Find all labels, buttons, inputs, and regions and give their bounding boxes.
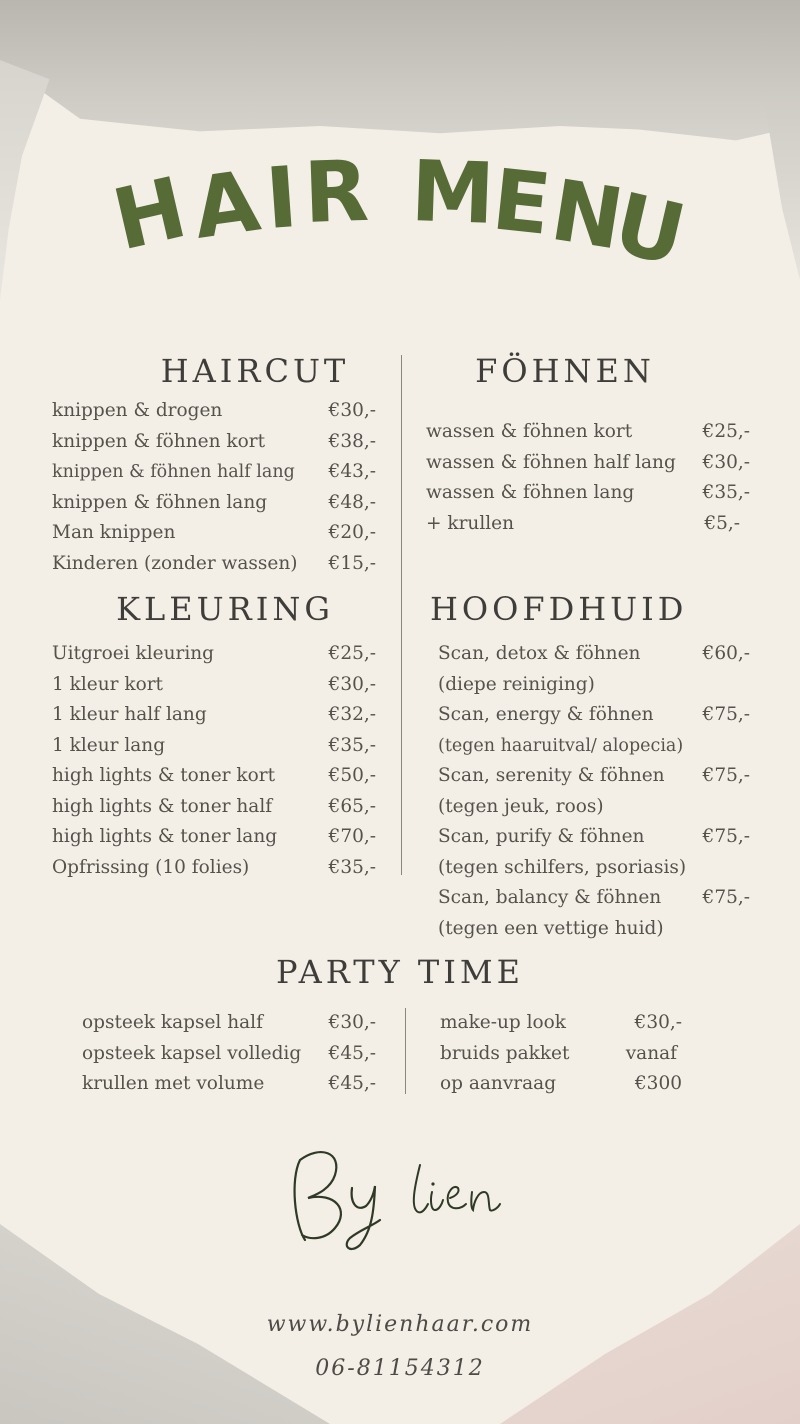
column-divider bbox=[401, 355, 402, 875]
phone-number: 06-81154312 bbox=[315, 1356, 485, 1381]
title-letter: M bbox=[409, 142, 497, 243]
item-price: €70,- bbox=[328, 826, 376, 847]
signature-logo bbox=[280, 1140, 520, 1260]
item-price: €30,- bbox=[328, 1012, 376, 1033]
item-label: knippen & drogen bbox=[52, 400, 223, 421]
item-label: Scan, energy & föhnen bbox=[438, 704, 654, 725]
item-label: Scan, serenity & föhnen bbox=[438, 765, 665, 786]
item-price: €20,- bbox=[328, 522, 376, 543]
item-label: opsteek kapsel half bbox=[82, 1012, 263, 1033]
item-price: €50,- bbox=[328, 765, 376, 786]
item-price: €48,- bbox=[328, 491, 376, 513]
item-price: €15,- bbox=[328, 552, 376, 574]
item-price: €45,- bbox=[328, 1073, 376, 1094]
item-label: high lights & toner kort bbox=[52, 765, 276, 786]
item-label: Scan, detox & föhnen bbox=[438, 643, 641, 664]
item-label: Uitgroei kleuring bbox=[52, 643, 215, 664]
item-label: knippen & föhnen half lang bbox=[52, 462, 295, 482]
item-label: + krullen bbox=[426, 512, 515, 534]
item-price: €30,- bbox=[328, 673, 376, 695]
item-price: €60,- bbox=[702, 643, 750, 664]
item-label: make-up look bbox=[440, 1012, 567, 1033]
item-price: €5,- bbox=[704, 512, 740, 534]
item-price: €38,- bbox=[328, 430, 376, 452]
item-price: €35,- bbox=[328, 856, 376, 878]
item-note: (tegen jeuk, roos) bbox=[438, 795, 604, 817]
item-label: high lights & toner half bbox=[52, 795, 273, 817]
title-letter: R bbox=[302, 141, 371, 242]
item-note: (tegen schilfers, psoriasis) bbox=[438, 856, 687, 878]
item-note: (tegen haaruitval/ alopecia) bbox=[438, 735, 684, 756]
item-label: Scan, purify & föhnen bbox=[438, 826, 645, 847]
item-price: €35,- bbox=[328, 734, 376, 756]
item-label: knippen & föhnen lang bbox=[52, 491, 268, 513]
item-price: €25,- bbox=[328, 643, 376, 664]
item-label: Scan, balancy & föhnen bbox=[438, 887, 662, 908]
item-price: €75,- bbox=[702, 887, 750, 908]
party-divider bbox=[405, 1008, 406, 1094]
item-price: €45,- bbox=[328, 1042, 376, 1064]
section-title-party: PARTY TIME bbox=[276, 953, 524, 991]
item-price: €300 bbox=[634, 1073, 682, 1094]
item-label: Man knippen bbox=[52, 522, 176, 543]
item-label: Kinderen (zonder wassen) bbox=[52, 552, 298, 574]
item-price: €30,- bbox=[702, 451, 750, 473]
item-price: vanaf bbox=[625, 1042, 677, 1064]
item-price: €43,- bbox=[328, 461, 376, 482]
item-label: 1 kleur half lang bbox=[52, 704, 207, 725]
title-letter: U bbox=[605, 173, 695, 285]
section-title-fohnen: FÖHNEN bbox=[475, 352, 655, 390]
item-label: 1 kleur lang bbox=[52, 734, 166, 756]
item-price: €75,- bbox=[702, 765, 750, 786]
item-price: €75,- bbox=[702, 704, 750, 725]
title-letter: E bbox=[487, 150, 556, 254]
item-price: €75,- bbox=[702, 826, 750, 847]
item-price: €25,- bbox=[702, 421, 750, 442]
title-letter: A bbox=[187, 151, 266, 258]
section-title-kleuring: KLEURING bbox=[116, 590, 334, 628]
item-label: opsteek kapsel volledig bbox=[82, 1042, 302, 1064]
section-title-haircut: HAIRCUT bbox=[160, 352, 350, 390]
item-label: wassen & föhnen lang bbox=[426, 482, 635, 503]
item-label: 1 kleur kort bbox=[52, 673, 163, 695]
item-label: wassen & föhnen half lang bbox=[426, 451, 676, 473]
item-price: €32,- bbox=[328, 704, 376, 725]
menu-title bbox=[0, 120, 800, 290]
section-title-hoofdhuid: HOOFDHUID bbox=[430, 590, 688, 628]
item-price: €30,- bbox=[634, 1012, 682, 1033]
item-price: €30,- bbox=[328, 400, 376, 421]
item-note: (tegen een vettige huid) bbox=[438, 917, 664, 939]
item-label: krullen met volume bbox=[82, 1073, 265, 1094]
item-label: op aanvraag bbox=[440, 1073, 557, 1094]
title-letter: H bbox=[104, 158, 196, 270]
item-label: high lights & toner lang bbox=[52, 826, 278, 847]
title-letter: N bbox=[544, 160, 630, 269]
item-price: €65,- bbox=[328, 795, 376, 817]
item-label: wassen & föhnen kort bbox=[426, 421, 633, 442]
title-letter: I bbox=[262, 148, 301, 248]
item-label: knippen & föhnen kort bbox=[52, 430, 266, 452]
item-label: bruids pakket bbox=[440, 1042, 570, 1064]
item-note: (diepe reiniging) bbox=[438, 673, 595, 695]
item-label: Opfrissing (10 folies) bbox=[52, 856, 250, 878]
item-price: €35,- bbox=[702, 482, 750, 503]
website-link[interactable]: www.bylienhaar.com bbox=[266, 1312, 534, 1337]
